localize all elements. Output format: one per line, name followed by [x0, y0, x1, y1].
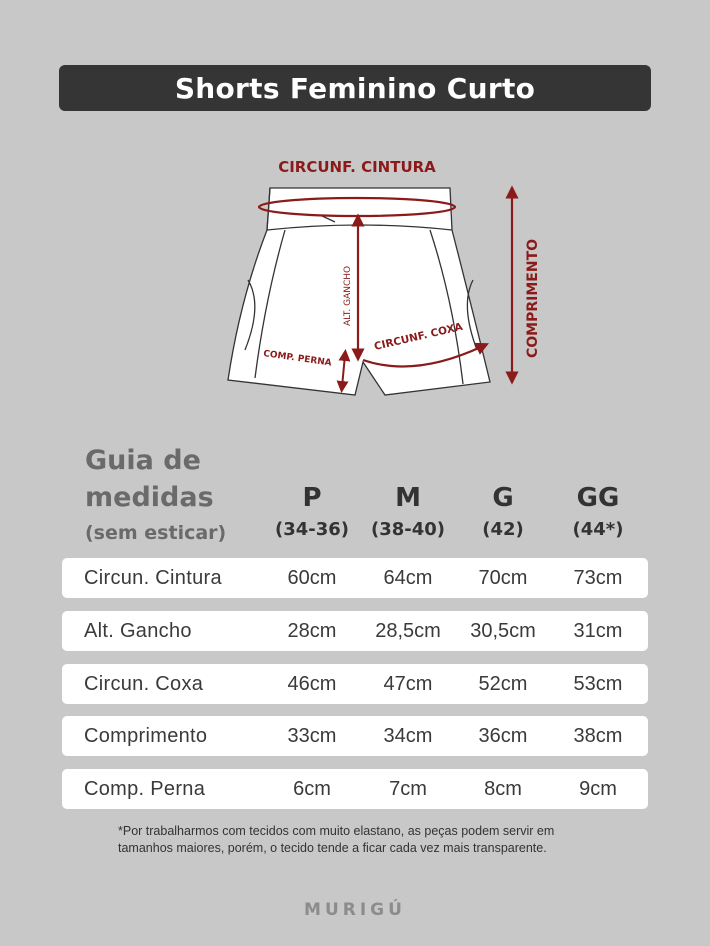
table-cell: 31cm: [573, 620, 623, 642]
size-name: P: [302, 483, 322, 513]
table-cell: 47cm: [383, 673, 433, 695]
table-cell: 53cm: [573, 673, 623, 695]
row-label: Circun. Cintura: [84, 567, 222, 589]
title-bar: [59, 65, 651, 111]
size-header-g: [453, 483, 553, 540]
row-label: Alt. Gancho: [84, 620, 192, 642]
guide-line-2: medidas: [85, 482, 214, 513]
brand-logo: MURIGÚ: [304, 900, 406, 920]
size-name: GG: [576, 483, 620, 513]
table-cell: 46cm: [287, 673, 337, 695]
table-cell: 30,5cm: [470, 620, 536, 642]
page-title: Shorts Feminino Curto: [174, 71, 536, 105]
waist-label: CIRCUNF. CINTURA: [278, 158, 436, 176]
table-cell: 8cm: [484, 778, 522, 800]
table-cell: 9cm: [579, 778, 617, 800]
table-cell: 64cm: [383, 567, 433, 589]
table-cell: 6cm: [293, 778, 331, 800]
table-row: [62, 558, 648, 598]
size-name: G: [492, 483, 514, 513]
shorts-diagram: [215, 150, 555, 410]
length-label: COMPRIMENTO: [525, 238, 541, 358]
guide-line-3: (sem esticar): [85, 522, 227, 544]
size-range: (44*): [572, 519, 624, 540]
leg-label: COMP. PERNA: [262, 349, 333, 369]
table-cell: 38cm: [573, 725, 623, 747]
table-cell: 28cm: [287, 620, 337, 642]
table-cell: 36cm: [478, 725, 528, 747]
table-cell: 70cm: [478, 567, 528, 589]
thigh-label: CIRCUNF. COXA: [372, 320, 464, 353]
note-line-1: *Por trabalharmos com tecidos com muito elastano, as peças podem servir em: [118, 824, 555, 838]
table-row: [62, 611, 648, 651]
table-row: [62, 664, 648, 704]
size-range: (34-36): [274, 519, 350, 540]
row-label: Comp. Perna: [84, 778, 206, 800]
table-cell: 52cm: [478, 673, 528, 695]
size-header-p: [262, 483, 362, 540]
size-range: (42): [482, 519, 524, 540]
table-cell: 33cm: [287, 725, 337, 747]
row-label: Circun. Coxa: [84, 673, 204, 695]
table-row: [62, 716, 648, 756]
guide-line-1: Guia de: [85, 445, 201, 476]
table-cell: 7cm: [389, 778, 427, 800]
table-cell: 60cm: [287, 567, 337, 589]
table-cell: 73cm: [573, 567, 623, 589]
table-row: [62, 769, 648, 809]
size-header-m: [358, 483, 458, 540]
size-range: (38-40): [370, 519, 446, 540]
size-guide-heading: [85, 442, 226, 544]
row-label: Comprimento: [84, 725, 208, 747]
size-header-gg: [548, 483, 648, 540]
note-line-2: tamanhos maiores, porém, o tecido tende a ficar cada vez mais transparente.: [118, 841, 547, 855]
disclaimer-note: [118, 823, 618, 857]
table-cell: 34cm: [383, 725, 433, 747]
size-name: M: [395, 483, 421, 513]
table-cell: 28,5cm: [375, 620, 441, 642]
rise-label: ALT. GANCHO: [343, 265, 353, 326]
